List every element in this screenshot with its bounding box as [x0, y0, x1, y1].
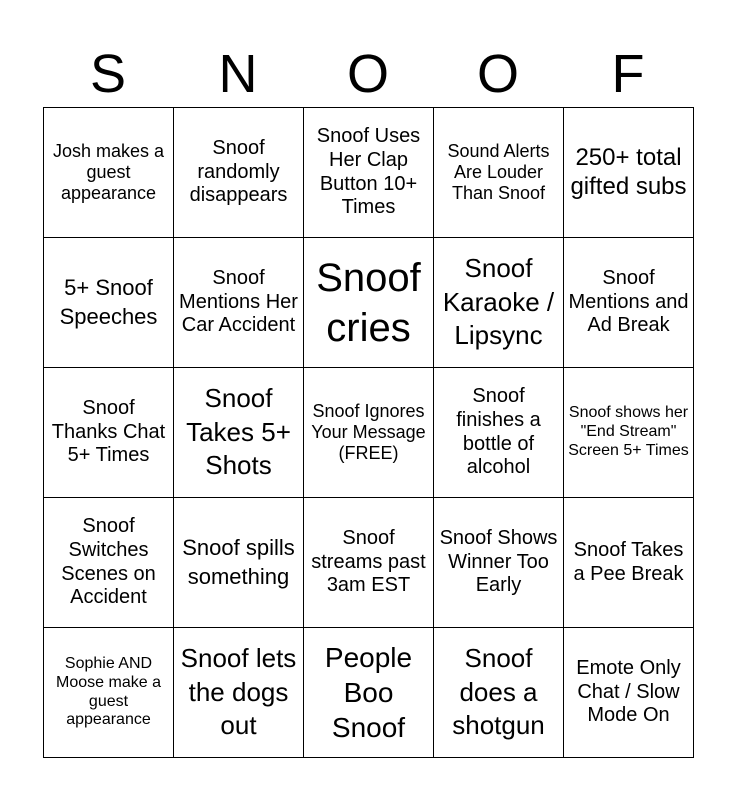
board-row: [44, 108, 694, 238]
bingo-cell-r5c1[interactable]: Sophie AND Moose make a guest appearance: [44, 628, 174, 758]
bingo-cell-r2c4[interactable]: Snoof Karaoke / Lipsync: [434, 238, 564, 368]
bingo-cell-r4c3[interactable]: Snoof streams past 3am EST: [304, 498, 434, 628]
board-row: [44, 498, 694, 628]
board-row: [44, 368, 694, 498]
header-letter-o2: O: [476, 44, 519, 104]
bingo-cell-r1c1[interactable]: Josh makes a guest appearance: [44, 108, 174, 238]
bingo-cell-r1c2[interactable]: Snoof randomly disappears: [174, 108, 304, 238]
bingo-cell-r2c5[interactable]: Snoof Mentions and Ad Break: [564, 238, 694, 368]
header-letter-o1: O: [346, 44, 389, 104]
header-letter-f: F: [611, 44, 645, 104]
bingo-cell-r1c3[interactable]: Snoof Uses Her Clap Button 10+ Times: [304, 108, 434, 238]
bingo-cell-r3c1[interactable]: Snoof Thanks Chat 5+ Times: [44, 368, 174, 498]
bingo-cell-r4c4[interactable]: Snoof Shows Winner Too Early: [434, 498, 564, 628]
bingo-cell-r4c1[interactable]: Snoof Switches Scenes on Accident: [44, 498, 174, 628]
bingo-cell-r3c3[interactable]: Snoof Ignores Your Message (FREE): [304, 368, 434, 498]
bingo-cell-r4c2[interactable]: Snoof spills something: [174, 498, 304, 628]
bingo-cell-r3c2[interactable]: Snoof Takes 5+ Shots: [174, 368, 304, 498]
bingo-cell-r4c5[interactable]: Snoof Takes a Pee Break: [564, 498, 694, 628]
bingo-cell-r5c3[interactable]: People Boo Snoof: [304, 628, 434, 758]
bingo-header: [43, 40, 693, 108]
bingo-cell-r1c5[interactable]: 250+ total gifted subs: [564, 108, 694, 238]
bingo-cell-r5c2[interactable]: Snoof lets the dogs out: [174, 628, 304, 758]
bingo-cell-r2c1[interactable]: 5+ Snoof Speeches: [44, 238, 174, 368]
bingo-cell-r1c4[interactable]: Sound Alerts Are Louder Than Snoof: [434, 108, 564, 238]
board-row: [44, 238, 694, 368]
bingo-cell-r3c4[interactable]: Snoof finishes a bottle of alcohol: [434, 368, 564, 498]
bingo-cell-r2c2[interactable]: Snoof Mentions Her Car Accident: [174, 238, 304, 368]
header-letter-n: N: [218, 44, 258, 104]
bingo-cell-r5c5[interactable]: Emote Only Chat / Slow Mode On: [564, 628, 694, 758]
bingo-board: [43, 107, 694, 758]
bingo-cell-r3c5[interactable]: Snoof shows her "End Stream" Screen 5+ Times: [564, 368, 694, 498]
board-row: [44, 628, 694, 758]
header-letter-s: S: [89, 44, 127, 104]
bingo-cell-r2c3[interactable]: Snoof cries: [304, 238, 434, 368]
bingo-cell-r5c4[interactable]: Snoof does a shotgun: [434, 628, 564, 758]
